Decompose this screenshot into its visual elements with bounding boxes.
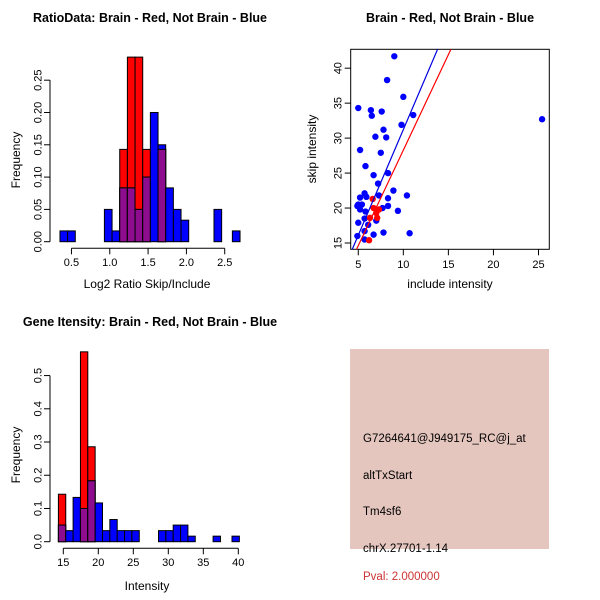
scatter-point-blue bbox=[406, 230, 412, 236]
scatter-point-blue bbox=[355, 220, 361, 226]
gene-info-box bbox=[350, 349, 549, 583]
ratio-hist-xlabel: Log2 Ratio Skip/Include bbox=[83, 277, 211, 291]
hist-bar-blue bbox=[117, 531, 124, 542]
scatter-point-blue bbox=[372, 134, 378, 140]
gene-intensity-histogram-panel bbox=[0, 300, 300, 600]
y-tick-label: 0.2 bbox=[32, 467, 45, 483]
scatter-point-blue bbox=[391, 53, 397, 59]
pval-text: Pval: 2.000000 bbox=[363, 571, 440, 583]
gene-hist-title: Gene Itensity: Brain - Red, Not Brain - Blue bbox=[22, 315, 278, 329]
x-tick-label: 40 bbox=[232, 557, 245, 569]
ratio-hist-ylabel: Frequency bbox=[9, 131, 23, 189]
scatter-point-blue bbox=[369, 113, 375, 119]
scatter-point-blue bbox=[390, 187, 396, 193]
y-tick-label: 0.5 bbox=[32, 367, 45, 384]
brain-fit-line bbox=[356, 45, 453, 251]
ratio-hist-plot-area bbox=[33, 57, 241, 269]
x-tick-label: 1.5 bbox=[140, 257, 156, 269]
gene-hist-xlabel: Intensity bbox=[124, 579, 170, 593]
scatter-point-blue bbox=[362, 163, 368, 169]
scatter-point-blue bbox=[378, 108, 384, 114]
x-tick-label: 5 bbox=[355, 259, 362, 271]
hist-bar-overlap bbox=[143, 177, 151, 242]
hist-bar-blue bbox=[110, 520, 117, 542]
hist-bar-blue bbox=[66, 531, 73, 542]
gene-hist-ylabel: Frequency bbox=[9, 426, 23, 484]
plot-box bbox=[351, 49, 550, 249]
hist-bar-blue bbox=[68, 231, 76, 242]
scatter-point-blue bbox=[357, 194, 363, 200]
scatter-point-blue bbox=[385, 195, 391, 201]
x-tick-label: 25 bbox=[127, 557, 140, 569]
x-tick-label: 10 bbox=[397, 259, 410, 271]
hist-bar-blue bbox=[166, 188, 174, 242]
hist-bar-overlap bbox=[58, 525, 65, 542]
y-tick-label: 35 bbox=[332, 97, 345, 110]
y-tick-label: 0.00 bbox=[32, 230, 45, 253]
hist-bar-blue bbox=[103, 531, 110, 542]
hist-bar-overlap bbox=[88, 481, 95, 542]
scatter-point-blue bbox=[383, 134, 389, 140]
x-tick-label: 30 bbox=[162, 557, 175, 569]
probe-id-text: G7264641@J949175_RC@j_at bbox=[363, 433, 526, 445]
event-type-text: altTxStart bbox=[363, 470, 413, 482]
x-tick-label: 20 bbox=[92, 557, 105, 569]
hist-bar-overlap bbox=[158, 149, 166, 241]
y-tick-label: 0.15 bbox=[32, 134, 45, 156]
y-tick-label: 0.1 bbox=[32, 500, 45, 517]
y-tick-label: 0.0 bbox=[32, 534, 45, 550]
y-tick-label: 25 bbox=[332, 166, 345, 180]
hist-bar-blue bbox=[104, 209, 112, 241]
scatter-ylabel: skip intensity bbox=[305, 114, 319, 184]
hist-bar-blue bbox=[60, 231, 68, 242]
y-tick-label: 0.10 bbox=[32, 166, 45, 188]
hist-bar-blue bbox=[214, 209, 222, 241]
y-tick-label: 0.3 bbox=[32, 434, 45, 450]
scatter-point-blue bbox=[363, 194, 369, 200]
location-text: chrX.27701-1.14 bbox=[363, 543, 449, 555]
scatter-point-blue bbox=[400, 94, 406, 100]
scatter-point-blue bbox=[385, 203, 391, 209]
hist-bar-blue bbox=[125, 531, 132, 542]
y-tick-label: 30 bbox=[332, 131, 345, 145]
gene-name-text: Tm4sf6 bbox=[363, 506, 402, 518]
scatter-point-blue bbox=[384, 77, 390, 83]
x-tick-label: 35 bbox=[197, 557, 210, 569]
y-tick-label: 0.05 bbox=[32, 198, 45, 221]
x-tick-label: 2.0 bbox=[178, 257, 195, 269]
x-tick-label: 1.0 bbox=[102, 257, 118, 269]
gene-info-panel bbox=[300, 300, 600, 600]
x-tick-label: 20 bbox=[487, 259, 500, 271]
scatter-point-blue bbox=[368, 107, 374, 113]
scatter-point-red bbox=[374, 215, 380, 221]
y-tick-label: 0.25 bbox=[32, 69, 45, 91]
hist-bar-overlap bbox=[120, 188, 128, 242]
hist-bar-overlap bbox=[80, 508, 87, 541]
scatter-point-blue bbox=[404, 192, 410, 198]
gene-hist-plot-area bbox=[33, 352, 245, 569]
hist-bar-blue bbox=[159, 531, 166, 542]
x-tick-label: 15 bbox=[442, 259, 455, 271]
scatter-point-blue bbox=[395, 208, 401, 214]
y-tick-label: 40 bbox=[332, 62, 345, 75]
scatter-plot-area bbox=[333, 45, 550, 271]
hist-bar-blue bbox=[150, 112, 158, 241]
hist-bar-blue bbox=[173, 209, 181, 241]
hist-bar-blue bbox=[173, 525, 180, 542]
scatter-xlabel: include intensity bbox=[407, 277, 493, 291]
scatter-point-blue bbox=[370, 231, 376, 237]
scatter-point-blue bbox=[380, 229, 386, 235]
hist-bar-blue bbox=[232, 536, 239, 542]
y-tick-label: 0.20 bbox=[32, 101, 45, 124]
hist-bar-overlap bbox=[127, 188, 135, 242]
y-tick-label: 20 bbox=[332, 201, 345, 215]
y-tick-label: 15 bbox=[332, 236, 345, 250]
hist-bar-blue bbox=[73, 497, 80, 541]
scatter-point-blue bbox=[380, 127, 386, 133]
ratio-hist-title: RatioData: Brain - Red, Not Brain - Blue bbox=[32, 11, 268, 25]
y-tick-label: 0.4 bbox=[32, 401, 45, 417]
x-tick-label: 25 bbox=[532, 259, 545, 271]
hist-bar-blue bbox=[188, 536, 195, 542]
scatter-point-blue bbox=[539, 116, 545, 122]
not-brain-fit-line bbox=[352, 45, 439, 250]
hist-bar-blue bbox=[181, 220, 189, 242]
scatter-point-blue bbox=[370, 172, 376, 178]
intensity-scatter-panel bbox=[300, 0, 600, 300]
hist-bar-blue bbox=[132, 531, 139, 542]
scatter-point-blue bbox=[357, 147, 363, 153]
hist-bar-blue bbox=[112, 231, 120, 242]
ratio-histogram-panel bbox=[0, 0, 300, 300]
scatter-point-blue bbox=[355, 105, 361, 111]
hist-bar-blue bbox=[232, 231, 240, 242]
scatter-title: Brain - Red, Not Brain - Blue bbox=[365, 11, 535, 25]
hist-bar-blue bbox=[166, 531, 173, 542]
x-tick-label: 2.5 bbox=[217, 257, 233, 269]
hist-bar-blue bbox=[181, 525, 188, 542]
hist-bar-blue bbox=[95, 503, 102, 542]
hist-bar-blue bbox=[213, 536, 220, 542]
x-tick-label: 15 bbox=[57, 557, 70, 569]
hist-bar-overlap bbox=[135, 209, 143, 241]
x-tick-label: 0.5 bbox=[63, 257, 80, 269]
scatter-point-blue bbox=[378, 150, 384, 156]
scatter-point-red bbox=[366, 237, 372, 243]
